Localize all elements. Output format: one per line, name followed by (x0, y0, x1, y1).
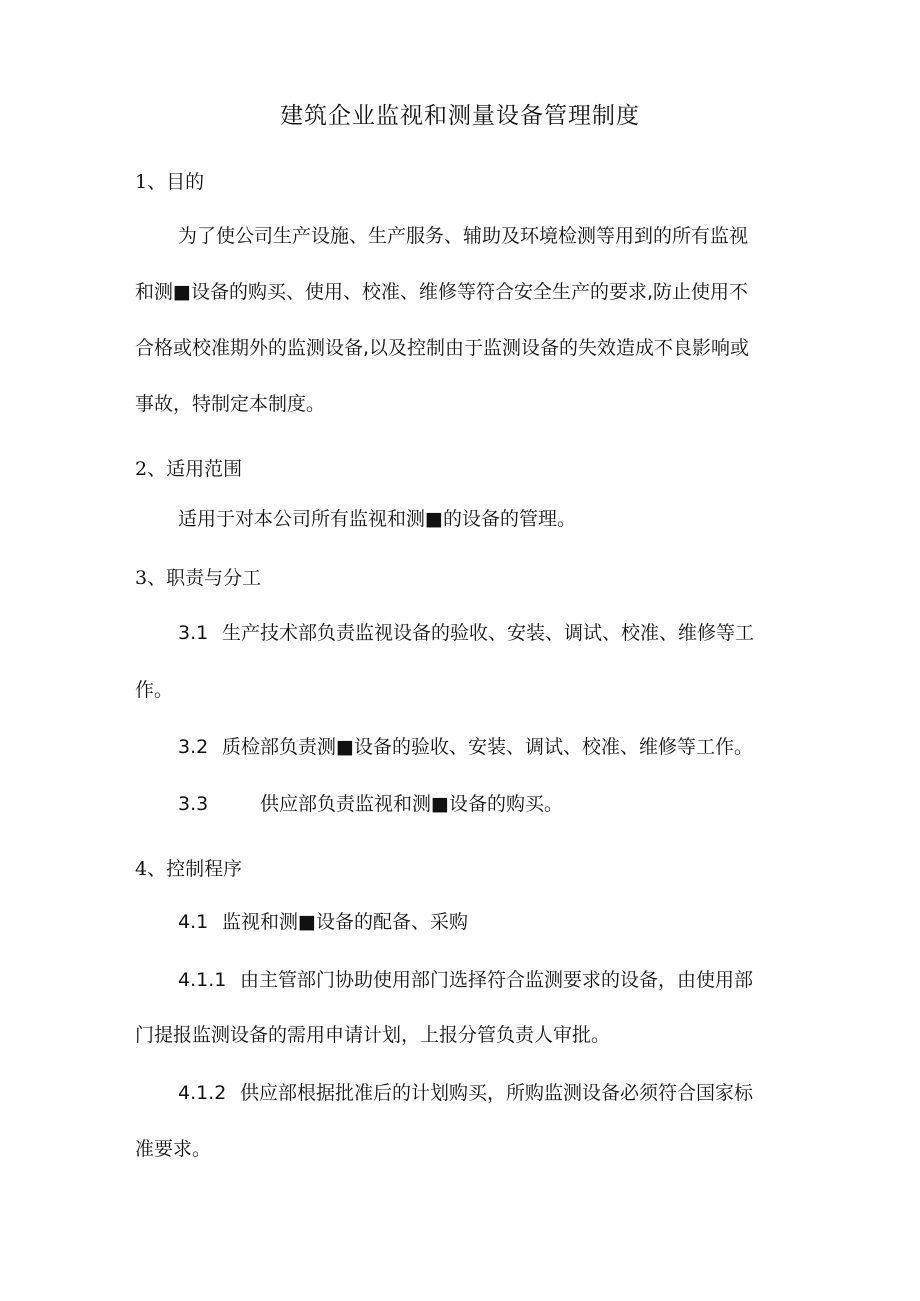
section-2-paragraph: 适用于对本公司所有监视和测■的设备的管理。 (178, 508, 576, 530)
clause-number: 3.3 (178, 793, 209, 815)
clause-number: 4.1.2 (178, 1082, 227, 1104)
clause-text: 质检部负责测■设备的验收、安装、调试、校准、维修等工作。 (222, 736, 753, 758)
clause-4-1-2-continuation: 准要求。 (135, 1138, 212, 1160)
section-1-paragraph-line: 和测■设备的购买、使用、校准、维修等符合安全生产的要求,防止使用不 (135, 281, 748, 303)
clause-3-3 (178, 792, 563, 816)
clause-3-1-continuation: 作。 (135, 679, 174, 701)
section-1-paragraph-line: 事故，特制定本制度。 (135, 393, 326, 415)
section-2-heading: 2、适用范围 (135, 458, 243, 480)
clause-3-2 (178, 735, 753, 759)
clause-number: 4.1.1 (178, 969, 227, 991)
section-1-paragraph-line: 为了使公司生产设施、生产服务、辅助及环境检测等用到的所有监视 (178, 225, 749, 247)
clause-text: 生产技术部负责监视设备的验收、安装、调试、校准、维修等工 (222, 622, 755, 644)
clause-number: 4.1 (178, 911, 209, 933)
clause-text: 供应部根据批准后的计划购买，所购监测设备必须符合国家标 (240, 1082, 754, 1104)
clause-number: 3.1 (178, 622, 209, 644)
clause-4-1-1 (178, 968, 753, 992)
clause-4-1-1-continuation: 门提报监测设备的需用申请计划，上报分管负责人审批。 (135, 1024, 611, 1046)
section-3-heading: 3、职责与分工 (135, 567, 262, 589)
clause-4-1 (178, 910, 468, 934)
clause-number: 3.2 (178, 736, 209, 758)
page-title: 建筑企业监视和测量设备管理制度 (280, 103, 640, 129)
clause-3-1 (178, 621, 754, 645)
clause-text: 由主管部门协助使用部门选择符合监测要求的设备，由使用部 (240, 969, 754, 991)
section-1-paragraph-line: 合格或校准期外的监测设备,以及控制由于监测设备的失效造成不良影响或 (135, 337, 750, 359)
clause-text: 监视和测■设备的配备、采购 (222, 911, 468, 933)
clause-4-1-2 (178, 1081, 753, 1105)
section-1-heading: 1、目的 (135, 171, 205, 193)
section-4-heading: 4、控制程序 (135, 858, 243, 880)
clause-text: 供应部负责监视和测■设备的购买。 (260, 793, 563, 815)
